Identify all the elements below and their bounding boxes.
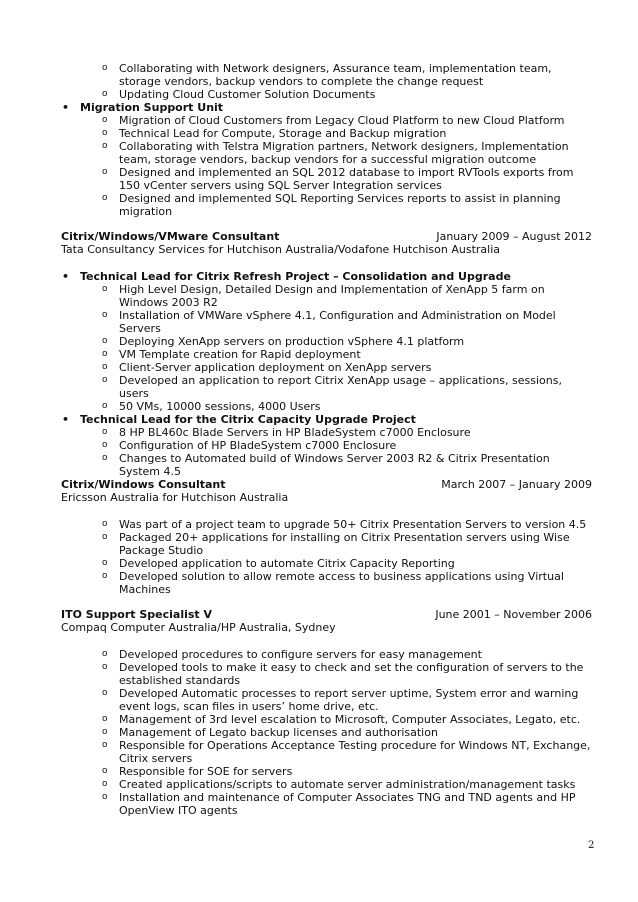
list-item: o Technical Lead for Compute, Storage and Backup migration (102, 127, 447, 140)
list-item: o Installation and maintenance of Computer Associates TNG and TND agents and HP OpenView ITO agents (102, 791, 576, 817)
bullet-heading: • Migration Support Unit (62, 101, 224, 114)
list-item: o Responsible for SOE for servers (102, 765, 293, 778)
circle-bullet-icon: o (102, 779, 108, 789)
bullet-heading: • Technical Lead for the Citrix Capacity Upgrade Project (62, 413, 416, 426)
circle-bullet-icon: o (102, 519, 108, 529)
circle-bullet-icon: o (102, 740, 108, 750)
circle-bullet-icon: o (102, 427, 108, 437)
circle-bullet-icon: o (102, 662, 108, 672)
list-item: o Collaborating with Network designers, Assurance team, implementation team, storage vendors, backup vendors to complete the change request (102, 62, 552, 88)
bullet-icon: • (62, 413, 70, 426)
circle-bullet-icon: o (102, 558, 108, 568)
list-item: o Updating Cloud Customer Solution Documents (102, 88, 376, 101)
job-list (0, 648, 638, 817)
job-company: Compaq Computer Australia/HP Australia, Sydney (61, 621, 336, 634)
circle-bullet-icon: o (102, 284, 108, 294)
list-item: o Created applications/scripts to automate server administration/management tasks (102, 778, 576, 791)
job-header (0, 608, 638, 621)
circle-bullet-icon: o (102, 401, 108, 411)
bullet-icon: • (62, 101, 70, 114)
circle-bullet-icon: o (102, 115, 108, 125)
job-header (0, 478, 638, 491)
circle-bullet-icon: o (102, 453, 108, 463)
list-item: o VM Template creation for Rapid deployment (102, 348, 361, 361)
list-item: o Changes to Automated build of Windows Server 2003 R2 & Citrix Presentation System 4.5 (102, 452, 550, 478)
list-item: o Developed an application to report Citrix XenApp usage – applications, sessions, users (102, 374, 562, 400)
bullet-heading: • Technical Lead for Citrix Refresh Project – Consolidation and Upgrade (62, 270, 511, 283)
list-item: o High Level Design, Detailed Design and Implementation of XenApp 5 farm on Windows 2003 R2 (102, 283, 545, 309)
circle-bullet-icon: o (102, 63, 108, 73)
intro-list (0, 62, 638, 218)
circle-bullet-icon: o (102, 141, 108, 151)
job-dates: March 2007 – January 2009 (441, 478, 592, 491)
list-item: o 50 VMs, 10000 sessions, 4000 Users (102, 400, 321, 413)
job-dates: January 2009 – August 2012 (436, 230, 592, 243)
circle-bullet-icon: o (102, 128, 108, 138)
list-item: o Designed and implemented SQL Reporting Services reports to assist in planning migration (102, 192, 561, 218)
circle-bullet-icon: o (102, 727, 108, 737)
list-item: o Collaborating with Telstra Migration partners, Network designers, Implementation team, storage vendors, backup vendors for a successful migration outcome (102, 140, 569, 166)
circle-bullet-icon: o (102, 349, 108, 359)
list-item: o Migration of Cloud Customers from Legacy Cloud Platform to new Cloud Platform (102, 114, 565, 127)
circle-bullet-icon: o (102, 766, 108, 776)
list-item: o Management of 3rd level escalation to Microsoft, Computer Associates, Legato, etc. (102, 713, 581, 726)
list-item: o 8 HP BL460c Blade Servers in HP BladeSystem c7000 Enclosure (102, 426, 471, 439)
job-list (0, 270, 638, 478)
circle-bullet-icon: o (102, 362, 108, 372)
job-entry (0, 608, 638, 817)
job-entry (0, 478, 638, 596)
job-header (0, 230, 638, 243)
job-dates: June 2001 – November 2006 (435, 608, 592, 621)
circle-bullet-icon: o (102, 336, 108, 346)
job-company: Ericsson Australia for Hutchison Australia (61, 491, 289, 504)
list-item: o Deploying XenApp servers on production vSphere 4.1 platform (102, 335, 465, 348)
circle-bullet-icon: o (102, 310, 108, 320)
page-number: 2 (588, 840, 595, 851)
list-item: o Client-Server application deployment on XenApp servers (102, 361, 432, 374)
list-item: o Installation of VMWare vSphere 4.1, Configuration and Administration on Model Servers (102, 309, 556, 335)
circle-bullet-icon: o (102, 688, 108, 698)
list-item: o Responsible for Operations Acceptance Testing procedure for Windows NT, Exchange, Citrix servers (102, 739, 591, 765)
circle-bullet-icon: o (102, 792, 108, 802)
circle-bullet-icon: o (102, 167, 108, 177)
bullet-icon: • (62, 270, 70, 283)
job-title: ITO Support Specialist V (61, 608, 213, 621)
circle-bullet-icon: o (102, 89, 108, 99)
job-entry (0, 230, 638, 478)
list-item: o Developed procedures to configure servers for easy management (102, 648, 482, 661)
list-item: o Management of Legato backup licenses and authorisation (102, 726, 438, 739)
job-company: Tata Consultancy Services for Hutchison Australia/Vodafone Hutchison Australia (61, 243, 501, 256)
circle-bullet-icon: o (102, 649, 108, 659)
circle-bullet-icon: o (102, 571, 108, 581)
circle-bullet-icon: o (102, 440, 108, 450)
list-item: o Developed Automatic processes to report server uptime, System error and warning event logs, scan files in users’ home drive, etc. (102, 687, 579, 713)
list-item: o Designed and implemented an SQL 2012 database to import RVTools exports from 150 vCenter servers using SQL Server Integration services (102, 166, 574, 192)
job-list (0, 518, 638, 596)
list-item: o Configuration of HP BladeSystem c7000 Enclosure (102, 439, 397, 452)
list-item: o Developed tools to make it easy to check and set the configuration of servers to the established standards (102, 661, 584, 687)
list-item: o Developed application to automate Citrix Capacity Reporting (102, 557, 455, 570)
circle-bullet-icon: o (102, 714, 108, 724)
list-item: o Developed solution to allow remote access to business applications using Virtual Machines (102, 570, 564, 596)
circle-bullet-icon: o (102, 532, 108, 542)
list-item: o Packaged 20+ applications for installing on Citrix Presentation servers using Wise Package Studio (102, 531, 570, 557)
job-title: Citrix/Windows/VMware Consultant (61, 230, 280, 243)
circle-bullet-icon: o (102, 193, 108, 203)
job-title: Citrix/Windows Consultant (61, 478, 226, 491)
intro-block (0, 62, 638, 218)
list-item: o Was part of a project team to upgrade 50+ Citrix Presentation Servers to version 4.5 (102, 518, 587, 531)
circle-bullet-icon: o (102, 375, 108, 385)
